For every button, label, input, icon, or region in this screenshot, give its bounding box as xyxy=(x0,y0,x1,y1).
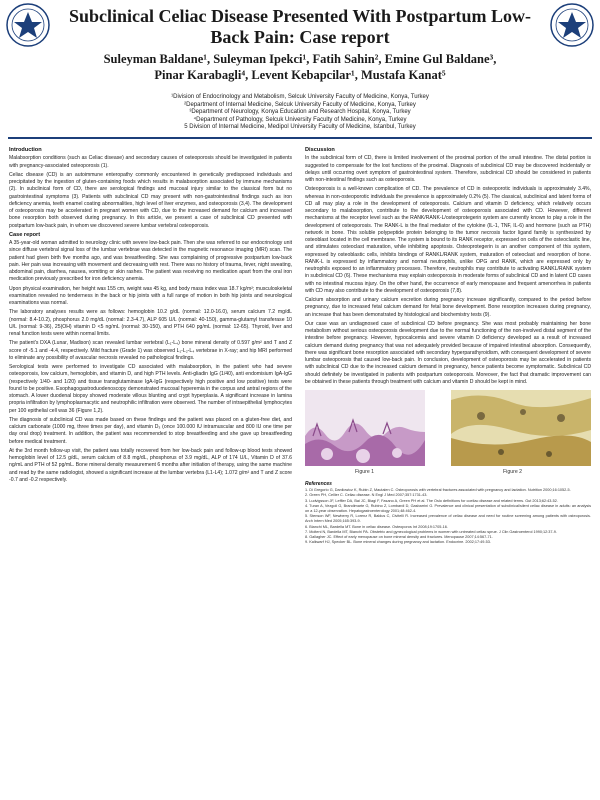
discussion-paragraph: Osteoporosis is a well-known complication of CD. The prevalence of CD in osteoporotic individuals is approximately 3.4%, whereas in non-osteoporotic individuals the prevalence is approximately 0.2% (5). The classical, subclinical and latent forms of CD all may play a role in the development of osteoporosis. Calcium and vitamin D deficiency, which relatively occurs secondary to malabsorption, contribute to the development of osteoporosis associated with CD. However, different mechanisms at the receptor level such as the RANK/RANK-L/osteoprotegerin system are currently known to play a role in the development of osteoporosis. The RANK-L is the final mediator of the cytokine (IL-1, TNF, IL-6) and hormone (such as PTH) network in bone. This soluble polypeptide protein belonging to the tumor necrosis factor ligand family is synthesized by osteoblast located in the cell membrane. The system is bound to its RANK receptor, expressed on cells of the osteoclastic line, and stimulates osteoclast maturation, while inhibiting apoptosis. Osteoprotegerin is an another component of this system, expressed by osteoblastic cells, inhibits bindings of RANKL/RANK system, maturation of osteoclast and resorption of bone. RANK-L is expressed by inflammatory and normal neutrophils, unlike OPG and RANK, which are expressed only by neutrophils exposed to an inflammatory processes. Therefore, neutrophils may contribute to activating RANKL/RANK system in subclinical CD (6). These mechanisms may explain osteoporosis in moderate forms of subclinical CD and in latent CD cases with no intestinal mucosa injury. On the other hand, the occurrence of early menopause and frequent amenorrhea in patients with CD may also contribute to the development of osteoporosis (7,8). xyxy=(305,186,591,294)
case-paragraph: The diagnosis of subclinical CD was made based on these findings and the patient was placed on a gluten-free diet, and calcium carbonate (1000 mg, three times per day), and vitamin D₃ (once 100.000 IU intramuscular and 800 IU one time per day oral drop) treatment. In addition, the patient was recommended to stop breastfeeding and she gave up breastfeeding before medical treatment. xyxy=(9,416,292,445)
discussion-paragraph: Our case was an undiagnosed case of subclinical CD before pregnancy. She was most probably maintaining her bone metabolism without serious osteoporosis development due to the normal functioning of the non-involved distal segment of the intestine before pregnancy. However, hypocalcemia and severe vitamin D deficiency developed as a result of increased calcium demand during pregnancy that was not adequately provided because of impaired intestinal absorption. Consequently, there was significant bone resorption associated with secondary hyperparathyroidism, with consequent development of severe lumbar osteoporosis that caused low-back pain. In conclusion, development of osteoporosis may be accelerated in patients with subclinical CD due to the increased calcium demand in pregnancy, hence patients become symptomatic. Subclinical CD should definitely be investigated in patients with postpartum osteoporosis. Moreover, the fact that dramatic improvement can be obtained in these patients through treatment with calcium and vitamin D should be kept in mind. xyxy=(305,320,591,385)
affiliation-2: ²Department of Internal Medicine, Selcuk University Faculty of Medicine, Konya, Turkey xyxy=(184,101,416,108)
intro-paragraph: Malabsorption conditions (such as Celiac disease) and secondary causes of osteoporosis should be investigated in patients with pregnancy-associated osteoporosis (1). xyxy=(9,155,292,169)
right-column xyxy=(305,147,591,545)
university-seal-icon xyxy=(6,3,50,47)
reference-item: 8. Gallagher JC. Effect of early menopause on bone mineral density and fractures. Menopause 2007;14:567-71. xyxy=(305,535,493,540)
discussion-paragraph: Calcium absorption and urinary calcium excretion during pregnancy increase significantly, compared to the period before pregnancy, due to increased fetal calcium demand for fetal bone development. Bone resorption increases during pregnancy, an increase that has been demonstrated by histological and biochemistry tests (9). xyxy=(305,297,591,318)
reference-item: 2. Green PH, Cellier C. Celiac disease. N Engl J Med 2007;357:1731-43. xyxy=(305,493,428,498)
affiliation-1: ¹Division of Endocrinology and Metabolism, Selcuk University Faculty of Medicine, Konya, Turkey xyxy=(171,94,429,100)
discussion-heading: Discussion xyxy=(305,147,335,153)
figure-1-biopsy-image xyxy=(305,390,425,466)
reference-item: 1. Di Gregorio G, Danilowicz K, Rubin Z, Mautalen C. Osteoporosis with vertebral fractures associated with pregnancy and lactation. Nutrition 2000;16:1052-5. xyxy=(305,488,571,493)
reference-item: 6. Bianchi ML, Bardella MT. Bone in celiac disease. Osteoporos Int 2008;19:1705-16. xyxy=(305,524,448,529)
references-heading: References xyxy=(305,481,332,487)
introduction-heading: Introduction xyxy=(9,147,42,153)
case-report-heading: Case report xyxy=(9,231,41,238)
references-section xyxy=(305,482,591,545)
case-paragraph: At the 3rd month follow-up visit, the patient was totally recovered from her low-back pain and follow-up blood tests showed hemoglobin level of 12.5 g/dL, serum calcium of 8.8 mg/dL, phosphorus of 3.9 mg/dL, ALP of 174 U/L, Vitamin D of 37.6 ng/mL and PTH of 52 pg/mL. Bone mineral density measurement 6 months after initiation of therapy, using the same machine and read by the same radiologist, showed a significant increase at the lumbar vertebra (L1-L4); 1.072 g/m² and T and Z score -0.7 and -0.2 respectively. xyxy=(9,447,292,483)
intro-paragraph: Celiac disease (CD) is an autoimmune enteropathy commonly encountered in genetically predisposed individuals and precipitated by the ingestion of gluten-containing foods which results in malabsorption associated by immune mechanisms (2). In subclinical form of CD, there are serological findings and mucosal injury similar to the classical form but no gastrointestinal symptoms (3). Patients with subclinical CD may present with non-gastrointestinal findings such as iron deficiency anemia, teeth enamel coating abnormalities, high level of liver enzymes, and osteoporosis (3,4). The development of osteoporosis may be accelerated in pregnant women with CD, due to the increased demand for calcium and increased bone resorption both observed during pregnancy. In this article, we present a case of subclinical CD presented with postpartum low-back pain, in whom we discovered severe lumbar vertebral osteoporosis. xyxy=(9,171,292,229)
discussion-paragraph: In the subclinical form of CD, there is limited involvement of the proximal portion of the small intestine. The distal portion is suggested to compensate for the lost functions of the proximal. Diagnosis of subclinical CD may be discovered incidentally or delays until occurring overt symptom of gastrointestinal system. Therefore, subclinical CD should be considered in patients with non-intestinal findings such as osteoporosis. xyxy=(305,155,591,183)
figure-2-caption: Figure 2 xyxy=(503,469,523,475)
case-paragraph: A 35-year-old woman admitted to neurology clinic with severe low-back pain. Then she was referred to our endocrinology unit since diffuse vertebral signal loss of the lumbar vertebrae was detected in the magnetic resonance imaging (MRI) scan. The patient had given birth five months ago, and was breastfeeding. She was complaining of progressive postpartum low-back pain. Her pain was increasing with movement and decreasing with rest. There was no history of trauma, fever, night sweating, abdominal pain, diarrhea, nausea, vomiting or skin rashes. The patient was receiving no medication apart from the oral iron medication previously prescribed for iron deficiency anemia. xyxy=(9,240,292,283)
author-list xyxy=(40,51,560,83)
left-column xyxy=(9,147,292,486)
reference-item: 9. Kalkwarf HJ, Specker BL. Bone mineral changes during pregnancy and lactation. Endocrine. 2002;17:49-53. xyxy=(305,540,491,545)
reference-item: 5. Stenson WF, Newberry R, Lorenz R, Baldus C, Civitelli R. Increased prevalence of celiac disease and need for routine screening among patients with osteoporosis. Arch Intern Med 2005;165:393-9. xyxy=(305,514,591,524)
affiliation-3: ³Department of Neurology, Konya Education and Research Hospital, Konya, Turkey xyxy=(189,109,411,116)
case-paragraph: The laboratory analyses results were as follows: hemoglobin 10.2 g/dL (normal: 12.0-16.0), serum calcium 7.2 mg/dL (normal: 8.4-10.2), phosphorus 2.0 mg/dL (normal: 2.3-4.7), ALP 605 U/L (normal: 40-150), gamma-glutamyl transferase 10 U/L (normal: 9-36), 25(OH) vitamin D <5 ng/mL (normal: 30-150), and PTH 640 pg/mL (normal: 12-65). Thyroid, liver and renal function tests were within normal limits. xyxy=(9,309,292,337)
affiliation-list xyxy=(40,94,560,132)
poster-header xyxy=(0,0,600,145)
header-divider xyxy=(8,137,592,139)
university-seal-icon xyxy=(550,3,594,47)
case-paragraph: Upon physical examination, her height was 155 cm, weight was 45 kg, and body mass index was 18.7 kg/m²; musculoskeletal examination revealed no tenderness in the back or hip joints with a full range of motion in both hip joints and neurological examinations was normal. xyxy=(9,285,292,306)
poster-title: Subclinical Celiac Disease Presented With Postpartum Low-Back Pain: Case report xyxy=(69,6,531,47)
reference-item: 7. Molteni N, Bardella MT, Bianchi PA. Obstetric and gynecological problems in women with untreated celiac sprue. J Clin Gastroenterol 1990;12:37-9. xyxy=(305,529,557,534)
affiliation-5: 5 Division of Internal Medicine, Medipol University Faculty of Medicine, Istanbul, Turkey xyxy=(184,124,416,131)
reference-item: 4. Turan A, Vezgoli G, Brandimarte G, Rubino Z, Lombardi D, Gasbarrini G. Prevalence and clinical presentation of subclinical/silent celiac disease in adults: an analysis on a 12-year observation. Hepatogastroenterology 2001;48:462-4. xyxy=(305,503,591,514)
reference-item: 3. Ludvigsson JF, Leffler DA, Bai JC, Biagi F, Fasano A, Green PH et al. The Oslo definitions for coeliac disease and related terms. Gut 2013;62:43-52. xyxy=(305,498,558,503)
figure-1-caption: Figure 1 xyxy=(355,469,375,475)
figure-panel xyxy=(305,390,591,480)
case-paragraph: The patient's DXA (Lunar, Madison) scan revealed lumbar vertebral (L₁-L₄) bone mineral density of 0.597 g/m² and T and Z score of -5.1 and -4.4, respectively. Mild fracture (Grade 1) was observed L₁-L₂-L₄ vertebrae in X-ray; and hip MRI performed to eliminate any possibility of avascular necrosis revealed no pathological findings. xyxy=(9,340,292,361)
affiliation-4: ⁴Department of Pathology, Selcuk University Faculty of Medicine, Konya, Turkey xyxy=(193,116,407,123)
authors-line-1: Suleyman Baldane¹, Suleyman Ipekci¹, Fatih Sahin², Emine Gul Baldane³, xyxy=(103,52,497,66)
case-paragraph: Serological tests were performed to investigate CD associated with malabsorption, in the patient who had severe osteoporosis, low calcium, hemoglobin, and vitamin D, and high PTH levels. Anti-gliadin IgG (1/40), anti endomisium IgA-IgG (respectively 1/40- and 1/20) and tissue transglutaminase IgA-IgG (respectively high positive and low positive) tests were found to be positive. Esophagogastroduodenoscopy demonstrated mucosal hyperemia in the corpus and antral regions of the stomach. A lower duodenal biopsy showed moderate villous blunting and crypt hyperplasia. A significant increase in lamina propria infiltration by lymphoplasmacytic and neutrophilic infiltration were observed. The number of intraepithelial lymphocytes per 100 epithelial cell was 36 (Figure 1,2). xyxy=(9,364,292,414)
figure-2-biopsy-image xyxy=(451,390,591,466)
authors-line-2: Pinar Karabagli⁴, Levent Kebapcilar¹, Mustafa Kanat⁵ xyxy=(154,68,446,82)
